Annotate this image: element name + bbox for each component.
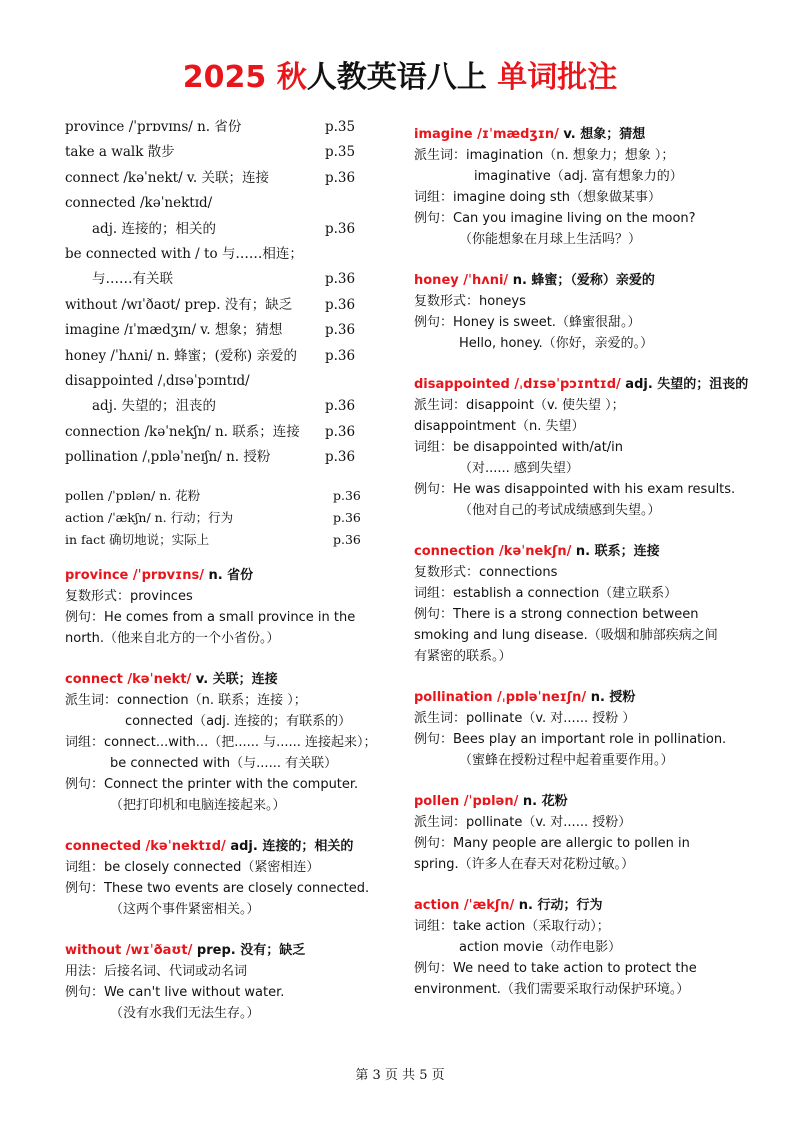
vocab-row [65, 485, 395, 507]
part-of-speech: n. 授粉 [586, 690, 636, 705]
vocab-row [65, 115, 395, 140]
entry-line: （你能想象在月球上生活吗？） [459, 232, 642, 247]
entry-line: 词组：imagine doing sth（想象做某事） [414, 190, 662, 205]
entry-line: north.（他来自北方的一个小省份。） [65, 630, 280, 646]
page-footer: 第 3 页 共 5 页 [355, 1068, 445, 1083]
entry-line: 派生词：connection（n. 联系；连接 ）； [65, 692, 307, 708]
headword: connection /kəˈnekʃn/ [414, 544, 572, 559]
vocab-text: disappointed /ˌdɪsəˈpɔɪntɪd/ [65, 373, 250, 390]
entry [414, 124, 759, 250]
entry-line: environment.（我们需要采取行动保护环境。） [414, 982, 690, 997]
entry-line: （这两个事件紧密相关。） [110, 901, 260, 917]
part-of-speech: v. 关联；连接 [191, 671, 278, 687]
entry-line: 例句：He was disappointed with his exam results. [414, 482, 736, 497]
entry-headword [414, 895, 759, 916]
vocab-row [65, 445, 395, 470]
vocab-text: imagine /ɪˈmædʒɪn/ v. 想象；猜想 [65, 322, 283, 339]
vocab-row [65, 166, 395, 191]
entry-line: 例句：Many people are allergic to pollen in [414, 836, 690, 851]
part-of-speech: adj. 失望的；沮丧的 [620, 377, 749, 392]
entry [414, 374, 759, 521]
entry-line: 派生词：pollinate（v. 对...... 授粉 ） [414, 711, 636, 726]
vocab-page: p.36 [325, 169, 356, 186]
vocab-page: p.36 [325, 398, 356, 415]
entry-line: （蜜蜂在授粉过程中起着重要作用。） [459, 753, 674, 768]
vocab-text: adj. 连接的；相关的 [92, 220, 216, 237]
part-of-speech: n. 联系；连接 [571, 544, 660, 559]
vocab-page: p.36 [325, 322, 356, 339]
entry-headword [414, 374, 759, 395]
entry-line: 复数形式：provinces [65, 588, 193, 604]
entry-line: 词组：be closely connected（紧密相连） [65, 859, 320, 875]
vocab-page: p.36 [333, 531, 361, 547]
entry-line: smoking and lung disease.（吸烟和肺部疾病之间 [414, 628, 718, 643]
vocab-row [65, 318, 395, 343]
entry-line: 例句：Connect the printer with the computer. [65, 776, 359, 792]
title-book: 人教英语八上 [306, 60, 487, 95]
part-of-speech: n. 蜂蜜；（爱称）亲爱的 [508, 273, 655, 288]
vocab-text: pollen /ˈpɒlən/ n. 花粉 [65, 487, 201, 503]
entry-line: 派生词：imagination（n. 想象力；想象 ）； [414, 148, 675, 163]
entry-line: 例句：He comes from a small province in the [65, 609, 356, 625]
vocab-page: p.35 [325, 144, 356, 161]
entry-line: imaginative（adj. 富有想象力的） [474, 169, 683, 184]
vocab-row [65, 394, 395, 419]
entry-headword [414, 270, 759, 291]
vocab-page: p.35 [325, 119, 356, 135]
vocab-row [65, 140, 395, 165]
entry-line: （没有水我们无法生存。） [110, 1005, 260, 1021]
entry-line: （对...... 感到失望） [459, 461, 579, 476]
entry-line: 派生词：pollinate（v. 对...... 授粉） [414, 815, 632, 830]
part-of-speech: n. 花粉 [518, 794, 568, 809]
entry-headword [414, 791, 759, 812]
entry-line: 词组：establish a connection（建立联系） [414, 586, 678, 601]
vocab-row [65, 369, 395, 394]
entry-line: 词组：take action（采取行动）； [414, 919, 610, 934]
title-year: 2025 秋 [182, 60, 307, 95]
vocab-page: p.36 [333, 509, 361, 525]
entry-line: 有紧密的联系。） [414, 649, 512, 664]
vocab-page [325, 369, 370, 394]
vocab-page: p.36 [325, 347, 356, 364]
entry [414, 791, 759, 875]
entry-line: action movie（动作电影） [459, 940, 622, 955]
part-of-speech: adj. 连接的；相关的 [225, 838, 354, 854]
entry-headword [65, 669, 395, 690]
entry-headword [65, 565, 395, 586]
entry [65, 565, 395, 649]
entry-headword [65, 836, 395, 857]
vocab-page: p.36 [325, 296, 356, 313]
entry-line: be connected with（与...... 有关联） [110, 755, 338, 771]
vocab-text: connection /kəˈnekʃn/ n. 联系；连接 [65, 423, 300, 440]
vocab-row [65, 267, 395, 292]
entry [65, 836, 395, 920]
right-column [414, 124, 759, 1020]
part-of-speech: n. 省份 [203, 567, 254, 583]
headword: connect /kəˈnekt/ [65, 671, 192, 687]
entry-line: （把打印机和电脑连接起来。） [110, 797, 286, 813]
headword: pollination /ˌpɒləˈneɪʃn/ [414, 690, 587, 705]
headword: action /ˈækʃn/ [414, 898, 515, 913]
entry-line: disappointment（n. 失望） [414, 419, 585, 434]
vocab-text: honey /ˈhʌni/ n. 蜂蜜；(爱称) 亲爱的 [65, 347, 297, 364]
title-topic: 单词批注 [497, 60, 618, 95]
entry-headword [414, 541, 759, 562]
vocab-text: pollination /ˌpɒləˈneɪʃn/ n. 授粉 [65, 449, 271, 466]
entry-line: 复数形式：connections [414, 565, 558, 580]
entry-line: spring.（许多人在春天对花粉过敏。） [414, 857, 635, 872]
headword: without /wɪˈðaʊt/ [65, 942, 193, 958]
entry-line: 复数形式：honeys [414, 294, 526, 309]
vocab-page [325, 242, 370, 267]
headword: pollen /ˈpɒlən/ [414, 794, 519, 809]
part-of-speech: n. 行动；行为 [514, 898, 603, 913]
entries-right [414, 124, 759, 1000]
entry-line: 例句：These two events are closely connected. [65, 880, 370, 896]
vocab-row [65, 507, 395, 529]
vocab-list [65, 115, 395, 471]
entry-line: 用法：后接名词、代词或动名词 [65, 963, 248, 979]
vocab-row [65, 293, 395, 318]
vocab-text: in fact 确切地说；实际上 [65, 531, 210, 547]
entry-line: connected（adj. 连接的；有联系的） [125, 713, 352, 729]
vocab-text: without /wɪˈðaʊt/ prep. 没有；缺乏 [65, 296, 293, 313]
part-of-speech: prep. 没有；缺乏 [192, 942, 306, 958]
vocab-page: p.36 [325, 220, 356, 237]
entry [65, 669, 395, 816]
headword: imagine /ɪˈmædʒɪn/ [414, 127, 559, 142]
entry-line: 派生词：disappoint（v. 使失望 ）； [414, 398, 625, 413]
page-title [0, 52, 800, 96]
entry [65, 940, 395, 1024]
entry-line: 例句：There is a strong connection between [414, 607, 699, 622]
vocab-list-extra [65, 485, 395, 551]
vocab-row [65, 191, 395, 216]
vocab-text: be connected with / to 与……相连； [65, 246, 303, 263]
vocab-row [65, 420, 395, 445]
vocab-page: p.36 [325, 449, 356, 466]
headword: connected /kəˈnektɪd/ [65, 838, 226, 854]
headword: province /ˈprɒvɪns/ [65, 567, 204, 583]
vocab-text: connect /kəˈnekt/ v. 关联；连接 [65, 169, 270, 186]
entry-line: 例句：Bees play an important role in pollination. [414, 732, 727, 747]
vocab-row [65, 529, 395, 551]
part-of-speech: v. 想象；猜想 [558, 127, 646, 142]
entry-headword [414, 124, 759, 145]
vocab-text: action /ˈækʃn/ n. 行动；行为 [65, 509, 234, 525]
entries-left [65, 565, 395, 1024]
entry [414, 541, 759, 667]
vocab-row [65, 344, 395, 369]
vocab-text: connected /kəˈnektɪd/ [65, 195, 213, 212]
vocab-page [325, 191, 370, 216]
left-column [65, 115, 395, 1044]
entry-line: 例句：We need to take action to protect the [414, 961, 697, 976]
vocab-page: p.36 [325, 423, 356, 440]
vocab-text: province /ˈprɒvɪns/ n. 省份 [65, 119, 242, 135]
entry-line: 例句：We can't live without water. [65, 984, 285, 1000]
headword: disappointed /ˌdɪsəˈpɔɪntɪd/ [414, 377, 621, 392]
vocab-row [65, 217, 395, 242]
vocab-page: p.36 [325, 271, 356, 288]
entry-line: 例句：Honey is sweet.（蜂蜜很甜。） [414, 315, 641, 330]
entry-line: 词组：be disappointed with/at/in [414, 440, 624, 455]
vocab-text: take a walk 散步 [65, 144, 175, 161]
entry-line: 词组：connect...with...（把...... 与...... 连接起来）； [65, 734, 377, 750]
entry-headword [65, 940, 395, 961]
entry-line: Hello, honey.（你好，亲爱的。） [459, 336, 654, 351]
vocab-page: p.36 [333, 487, 361, 503]
headword: honey /ˈhʌni/ [414, 273, 509, 288]
entry-headword [414, 687, 759, 708]
entry [414, 687, 759, 771]
vocab-text: adj. 失望的；沮丧的 [92, 398, 216, 415]
vocab-text: 与……有关联 [92, 271, 173, 288]
vocab-row [65, 242, 395, 267]
entry [414, 895, 759, 1000]
entry [414, 270, 759, 354]
entry-line: （他对自己的考试成绩感到失望。） [459, 503, 661, 518]
entry-line: 例句：Can you imagine living on the moon? [414, 211, 696, 226]
